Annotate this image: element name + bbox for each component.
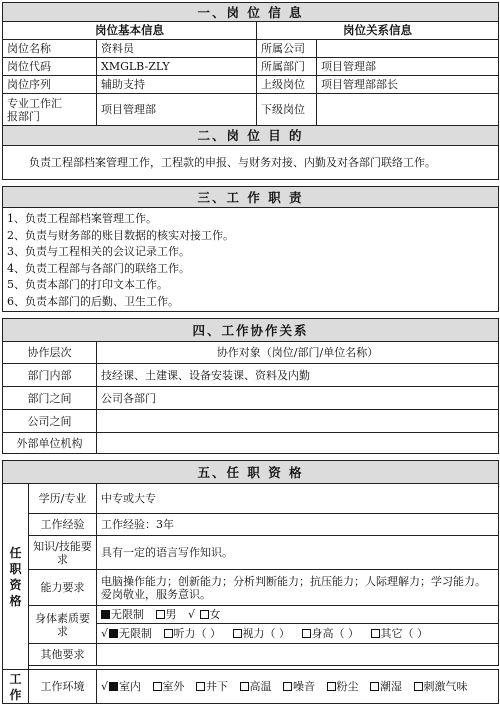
dept-value: 项目管理部 [317, 58, 499, 76]
other-requirements-label: 其他要求 [29, 644, 97, 666]
collab-level: 部门内部 [3, 364, 97, 387]
work-side-label: 工 作 [3, 670, 29, 704]
checkbox-checked-icon [109, 629, 118, 638]
checkbox-icon [196, 682, 205, 691]
duty-item: 2、负责与财务部的账目数据的核实对接工作。 [7, 228, 234, 242]
report-dept-label: 专业工作汇报部门 [3, 94, 97, 126]
checkbox-checked-icon [101, 610, 110, 619]
collab-level: 公司之间 [3, 410, 97, 433]
checkbox-icon [414, 682, 423, 691]
checkbox-icon [240, 682, 249, 691]
duty-item: 1、负责工程部档案管理工作。 [7, 212, 157, 225]
checkbox-icon [156, 610, 165, 619]
job-seq-value: 辅助支持 [97, 76, 257, 94]
company-label: 所属公司 [257, 40, 317, 58]
checkbox-icon [283, 682, 292, 691]
collab-level: 部门之间 [3, 387, 97, 410]
subordinate-value [317, 94, 499, 126]
gender-option-unrestricted[interactable]: 无限制 [101, 608, 144, 621]
job-seq-label: 岗位序列 [3, 76, 97, 94]
superior-label: 上级岗位 [257, 76, 317, 94]
env-option-indoor[interactable]: √ 室内 [101, 680, 142, 693]
spacer [3, 180, 499, 187]
checkbox-icon [233, 629, 242, 638]
education-label: 学历/专业 [29, 484, 97, 514]
checkmark-icon: √ [188, 608, 196, 621]
checkbox-icon [327, 682, 336, 691]
duty-item: 6、负责本部门的后勤、卫生工作。 [7, 294, 179, 308]
job-name-value: 资料员 [97, 40, 257, 58]
collab-object [97, 410, 499, 433]
knowledge-label: 知识/技能要求 [29, 536, 97, 570]
physical-options [97, 624, 499, 644]
gender-options [97, 606, 499, 624]
knowledge-value: 具有一定的语言写作知识。 [97, 536, 499, 570]
ability-value: 电脑操作能力；创新能力；分析判断能力；抗压能力；人际理解力；学习能力。爱岗敬业，服务意识。 [97, 570, 499, 606]
collab-level: 外部单位机构 [3, 433, 97, 454]
physical-option-height[interactable]: 身高（ ） [302, 627, 360, 640]
checkbox-icon [370, 682, 379, 691]
checkbox-checked-icon [109, 682, 118, 691]
checkbox-icon [302, 629, 311, 638]
env-option-dust[interactable]: 粉尘 [327, 680, 359, 693]
checkbox-icon [153, 682, 162, 691]
experience-label: 工作经验 [29, 514, 97, 536]
gender-option-male[interactable]: 男 [156, 608, 177, 621]
basic-info-header: 岗位基本信息 [3, 22, 257, 40]
env-option-underground[interactable]: 井下 [196, 680, 228, 693]
checkbox-icon [164, 629, 173, 638]
checkmark-icon: √ [101, 627, 109, 640]
qualification-side-label: 任 职 资 格 [3, 484, 29, 670]
section-title-duties: 三、工 作 职 责 [3, 187, 499, 208]
section-title-qualifications: 五、任 职 资 格 [3, 461, 499, 484]
duty-item: 3、负责与工程相关的会议记录工作。 [7, 245, 190, 258]
work-environment-options [97, 670, 499, 704]
gender-option-female[interactable]: √ 女 [188, 608, 221, 621]
physical-option-vision[interactable]: 视力（ ） [233, 627, 291, 640]
collab-object: 公司各部门 [97, 387, 499, 410]
experience-value: 工作经验：3年 [97, 514, 499, 536]
dept-label: 所属部门 [257, 58, 317, 76]
env-option-humid[interactable]: 潮湿 [370, 680, 402, 693]
checkmark-icon: √ [101, 680, 109, 693]
section-title-purpose: 二、岗 位 目 的 [3, 126, 499, 146]
relation-info-header: 岗位关系信息 [257, 22, 499, 40]
duty-item: 5、负责本部门的打印文本工作。 [7, 278, 168, 291]
job-code-value: XMGLB-ZLY [97, 58, 257, 76]
spacer [3, 454, 499, 461]
collab-object: 技经课、土建课、设备安装课、资料及内勤 [97, 364, 499, 387]
section-title-job-info: 一、岗 位 信 息 [3, 3, 499, 22]
checkbox-icon [200, 610, 209, 619]
env-option-noise[interactable]: 噪音 [283, 680, 315, 693]
checkbox-icon [371, 629, 380, 638]
duties-list [3, 208, 499, 312]
env-option-odor[interactable]: 刺激气味 [414, 680, 468, 693]
collab-level-header: 协作层次 [3, 342, 97, 364]
env-option-high-temp[interactable]: 高温 [240, 680, 272, 693]
report-dept-value: 项目管理部 [97, 94, 257, 126]
job-code-label: 岗位代码 [3, 58, 97, 76]
job-description-table [2, 2, 499, 704]
physical-option-hearing[interactable]: 听力（ ） [164, 627, 222, 640]
ability-label: 能力要求 [29, 570, 97, 606]
spacer [3, 312, 499, 319]
job-name-label: 岗位名称 [3, 40, 97, 58]
work-environment-label: 工作环境 [29, 670, 97, 704]
superior-value: 项目管理部部长 [317, 76, 499, 94]
physical-label: 身体素质要求 [29, 606, 97, 644]
physical-option-unrestricted[interactable]: √ 无限制 [101, 627, 153, 640]
env-option-outdoor[interactable]: 室外 [153, 680, 185, 693]
other-requirements-value [97, 644, 499, 666]
physical-option-other[interactable]: 其它（ ） [371, 627, 429, 640]
duty-item: 4、负责工程部与各部门的联络工作。 [7, 261, 190, 275]
education-value: 中专或大专 [97, 484, 499, 514]
section-title-collaboration: 四、工作协作关系 [3, 319, 499, 342]
collab-object-header: 协作对象（岗位/部门/单位名称） [97, 342, 499, 364]
purpose-text: 负责工程部档案管理工作，工程款的申报、与财务对接、内勤及对各部门联络工作。 [3, 146, 499, 180]
collab-object [97, 433, 499, 454]
subordinate-label: 下级岗位 [257, 94, 317, 126]
company-value [317, 40, 499, 58]
